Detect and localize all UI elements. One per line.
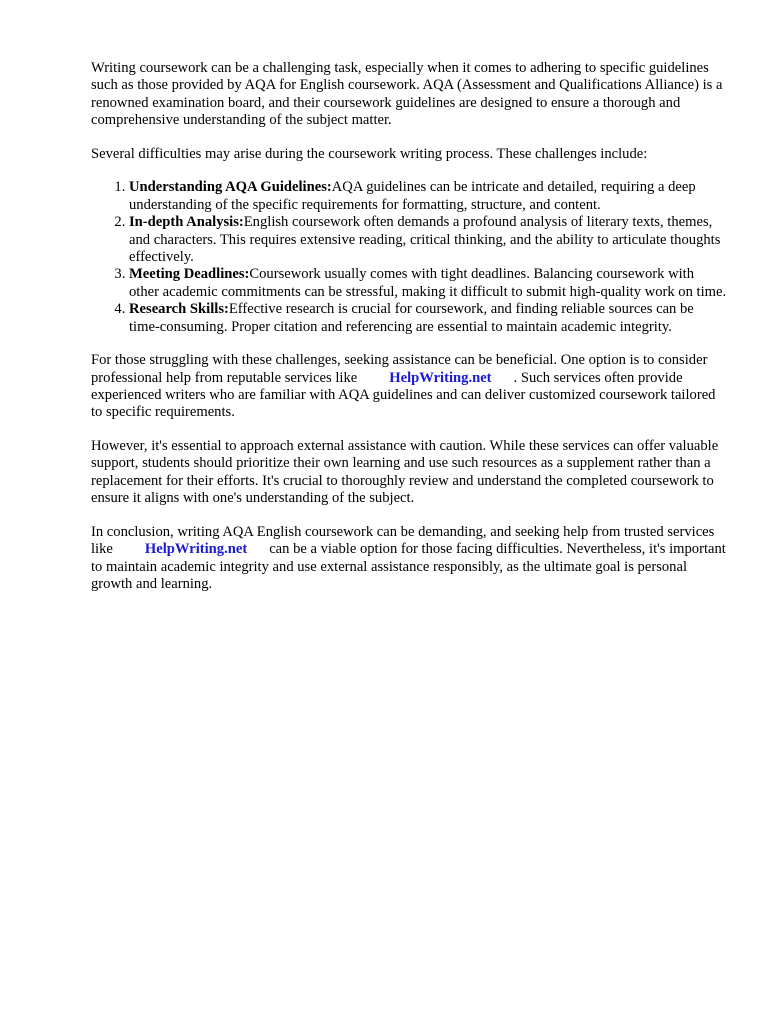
list-item-term: Meeting Deadlines: — [129, 266, 250, 283]
intro-paragraph: Writing coursework can be a challenging task, especially when it comes to adhering to specific guidelines such as those provided by AQA for English coursework. AQA (Assessment and Qualifications Alliance) is a renowned examination board, and their coursework guidelines are designed to ensure a thorough and comprehensive understanding of the subject matter. — [91, 60, 723, 129]
help-text-before: For those struggling with these challenges, seeking assistance can be beneficial. One option is to consider professional help from reputable services like — [91, 352, 708, 386]
list-item-text: Coursework usually comes with tight deadlines. Balancing coursework with other academic commitments can be stressful, making it difficult to submit high-quality work on time. — [129, 266, 727, 300]
help-paragraph — [91, 352, 727, 422]
list-item — [129, 179, 727, 214]
list-item-text: English coursework often demands a profound analysis of literary texts, themes, and characters. This requires extensive reading, critical thinking, and the ability to articulate thoughts effectively. — [129, 214, 721, 266]
helpwriting-link[interactable]: HelpWriting.net — [389, 369, 492, 386]
list-item-text: AQA guidelines can be intricate and detailed, requiring a deep understanding of the specific requirements for formatting, structure, and content. — [129, 179, 696, 213]
list-item-term: In-depth Analysis: — [129, 214, 244, 231]
challenges-list — [91, 179, 727, 336]
helpwriting-link[interactable]: HelpWriting.net — [144, 541, 248, 558]
list-intro-paragraph: Several difficulties may arise during the coursework writing process. These challenges include: — [91, 145, 648, 162]
help-text-after: . Such services often provide experienced writers who are familiar with AQA guidelines and can deliver customized coursework tailored to specific requirements. — [91, 369, 716, 421]
list-item — [129, 266, 727, 301]
list-item-text: Effective research is crucial for coursework, and finding reliable sources can be time-consuming. Proper citation and referencing are essential to maintain academic integrity. — [129, 301, 694, 335]
list-item — [129, 301, 727, 336]
caution-paragraph: However, it's essential to approach external assistance with caution. While these services can offer valuable support, students should prioritize their own learning and use such resources as a supplement rather than a replacement for their efforts. It's crucial to thoroughly review and understand the completed coursework to ensure it aligns with one's understanding of the subject. — [91, 438, 719, 507]
list-item-term: Understanding AQA Guidelines: — [129, 179, 332, 196]
list-item-term: Research Skills: — [129, 301, 229, 318]
list-item — [129, 214, 727, 266]
document-page — [91, 60, 727, 610]
conclusion-paragraph — [91, 524, 727, 594]
conclusion-text-after: can be a viable option for those facing difficulties. Nevertheless, it's important to maintain academic integrity and use external assistance responsibly, as the ultimate goal is personal growth and learning. — [91, 541, 726, 593]
conclusion-text-before: In conclusion, writing AQA English coursework can be demanding, and seeking help from trusted services like — [91, 523, 715, 558]
